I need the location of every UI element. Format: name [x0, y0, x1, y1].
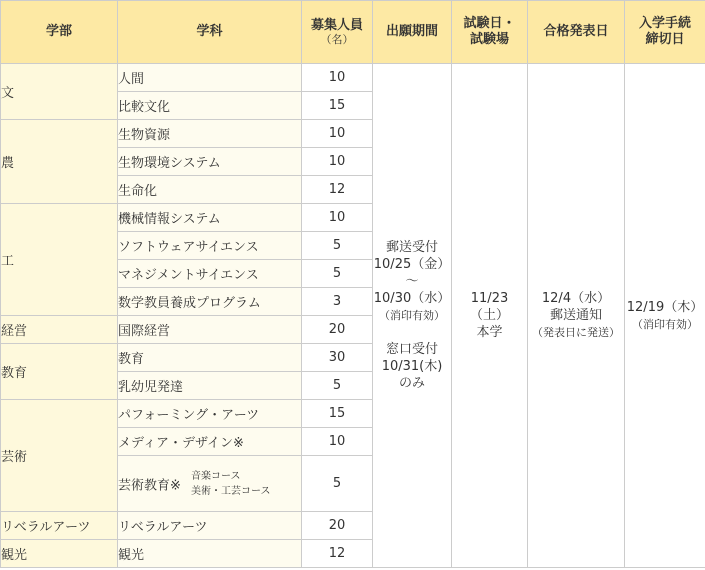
capacity-cell: 12 [302, 176, 373, 204]
capacity-cell: 20 [302, 512, 373, 540]
capacity-cell: 10 [302, 148, 373, 176]
capacity-cell: 15 [302, 400, 373, 428]
capacity-cell: 5 [302, 456, 373, 512]
result-date-cell: 12/4（水） 郵送通知 （発表日に発送） [528, 64, 625, 568]
capacity-cell: 30 [302, 344, 373, 372]
enrollment-deadline-cell: 12/19（木） （消印有効） [625, 64, 705, 568]
capacity-cell: 15 [302, 92, 373, 120]
course-notes [191, 469, 271, 499]
table-row [1, 64, 705, 92]
capacity-cell: 3 [302, 288, 373, 316]
department-cell: メディア・デザイン※ [118, 428, 302, 456]
capacity-cell: 5 [302, 260, 373, 288]
department-cell: 数学教員養成プログラム [118, 288, 302, 316]
course-art: 美術・工芸コース [191, 485, 271, 497]
faculty-cell: 教育 [1, 344, 118, 400]
capacity-cell: 20 [302, 316, 373, 344]
capacity-cell: 10 [302, 64, 373, 92]
faculty-cell: 観光 [1, 540, 118, 568]
department-cell: リベラルアーツ [118, 512, 302, 540]
capacity-cell: 10 [302, 204, 373, 232]
application-period-cell: 郵送受付 10/25（金） ～ 10/30（水） （消印有効） 窓口受付 10/31(木) のみ [373, 64, 452, 568]
department-cell: 乳幼児発達 [118, 372, 302, 400]
department-name: 芸術教育※ [118, 478, 181, 493]
faculty-cell: 文 [1, 64, 118, 120]
department-cell: 生命化 [118, 176, 302, 204]
department-cell: 生物環境システム [118, 148, 302, 176]
exam-date-cell: 11/23（土） 本学 [452, 64, 528, 568]
department-cell: マネジメントサイエンス [118, 260, 302, 288]
header-result-date: 合格発表日 [528, 1, 625, 64]
header-application-period: 出願期間 [373, 1, 452, 64]
header-capacity-unit: （名） [320, 33, 354, 46]
department-cell: 人間 [118, 64, 302, 92]
department-cell: 教育 [118, 344, 302, 372]
header-faculty: 学部 [1, 1, 118, 64]
department-cell [118, 456, 302, 512]
department-cell: パフォーミング・アーツ [118, 400, 302, 428]
header-row [1, 1, 705, 64]
header-capacity [302, 1, 373, 64]
header-exam-date: 試験日・ 試験場 [452, 1, 528, 64]
header-department: 学科 [118, 1, 302, 64]
department-cell: ソフトウェアサイエンス [118, 232, 302, 260]
capacity-cell: 5 [302, 232, 373, 260]
header-enrollment-deadline: 入学手続 締切日 [625, 1, 705, 64]
capacity-cell: 10 [302, 120, 373, 148]
department-cell: 観光 [118, 540, 302, 568]
header-capacity-label: 募集人員 [310, 18, 363, 33]
faculty-cell: リベラルアーツ [1, 512, 118, 540]
capacity-cell: 10 [302, 428, 373, 456]
department-cell: 生物資源 [118, 120, 302, 148]
faculty-cell: 芸術 [1, 400, 118, 512]
department-cell: 比較文化 [118, 92, 302, 120]
department-cell: 機械情報システム [118, 204, 302, 232]
faculty-cell: 農 [1, 120, 118, 204]
capacity-cell: 5 [302, 372, 373, 400]
department-cell: 国際経営 [118, 316, 302, 344]
faculty-cell: 工 [1, 204, 118, 316]
course-music: 音楽コース [191, 470, 241, 482]
capacity-cell: 12 [302, 540, 373, 568]
faculty-cell: 経営 [1, 316, 118, 344]
